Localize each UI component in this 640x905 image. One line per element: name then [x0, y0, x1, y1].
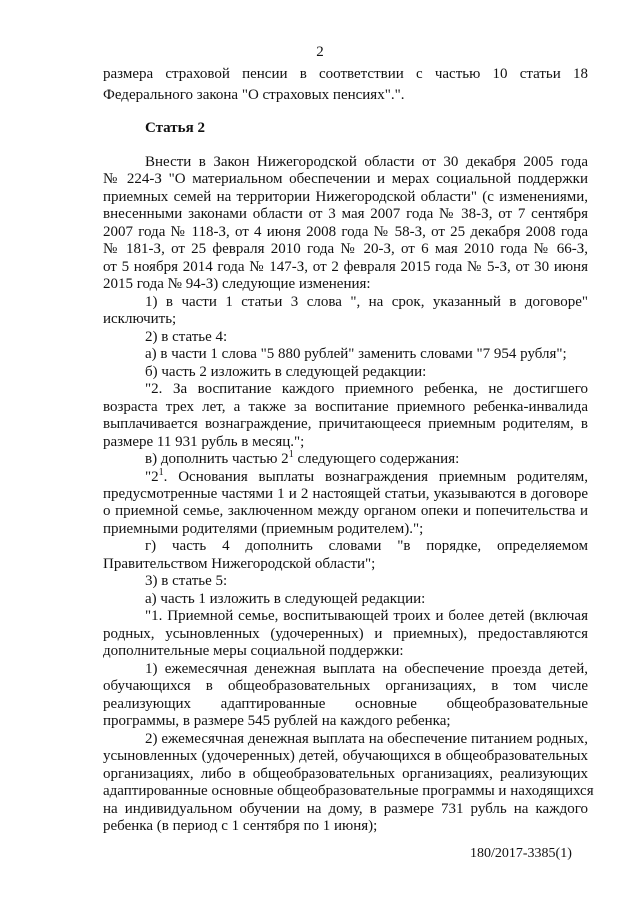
- text-line: а) в части 1 слова "5 880 рублей" заменить словами "7 954 рубля";: [145, 346, 567, 362]
- text-line: родных, усыновленных (удочеренных) и приемных), предоставляются: [103, 626, 588, 642]
- text-line: 2) в статье 4:: [145, 329, 228, 345]
- text-line: Федерального закона "О страховых пенсиях".".: [103, 87, 405, 103]
- text-line: Внести в Закон Нижегородской области от 30 декабря 2005 года: [145, 154, 588, 170]
- text-line: 2) ежемесячная денежная выплата на обеспечение питанием родных,: [145, 731, 588, 747]
- text-line: от 5 ноября 2014 года № 147-З, от 2 февраля 2015 года № 5-З, от 30 июня: [103, 259, 588, 275]
- text-segment: следующего содержания:: [293, 451, 460, 467]
- text-line: приемными родителями (приемным родителем).";: [103, 521, 424, 537]
- text-segment: "2: [145, 469, 159, 485]
- article-heading: Статья 2: [145, 120, 205, 136]
- text-line: реализующих адаптированные основные общеобразовательные: [103, 696, 588, 712]
- text-line: внесенными законами области от 3 мая 2007 года № 38-З, от 7 сентября: [103, 206, 588, 222]
- text-line: 2015 года № 94-З) следующие изменения:: [103, 276, 371, 292]
- document-footer-code: 180/2017-3385(1): [470, 846, 572, 861]
- text-segment: в) дополнить частью 2: [145, 451, 289, 467]
- text-line: б) часть 2 изложить в следующей редакции:: [145, 364, 427, 380]
- text-line: 1) ежемесячная денежная выплата на обеспечение проезда детей,: [145, 661, 588, 677]
- text-line: предусмотренные частями 1 и 2 настоящей статьи, указываются в договоре: [103, 486, 588, 502]
- text-line: выплачивается вознаграждение, причитающееся приемным родителям, в: [103, 416, 588, 432]
- text-line: № 181-З, от 25 февраля 2010 года № 20-З, от 6 мая 2010 года № 66-З,: [103, 241, 588, 257]
- text-line: [145, 469, 588, 486]
- text-segment: . Основания выплаты вознаграждения приемным родителям,: [163, 469, 588, 485]
- superscript: 1: [158, 467, 164, 478]
- text-line: программы, в размере 545 рублей на каждого ребенка;: [103, 713, 451, 729]
- text-line: исключить;: [103, 311, 177, 327]
- text-line: приемных семей на территории Нижегородской области" (с изменениями,: [103, 189, 588, 205]
- text-line: "2. За воспитание каждого приемного ребенка, не достигшего: [145, 381, 588, 397]
- text-line: размере 11 931 рубль в месяц.";: [103, 434, 305, 450]
- text-line: 2007 года № 118-З, от 4 июня 2008 года № 58-З, от 25 декабря 2008 года: [103, 224, 588, 240]
- text-line: организациях, либо в общеобразовательных организациях, реализующих: [103, 766, 588, 782]
- text-line: на индивидуальном обучении на дому, в размере 731 рубль на каждого: [103, 801, 588, 817]
- text-line: усыновленных (удочеренных) детей, обучающихся в общеобразовательных: [103, 748, 588, 764]
- text-line: 1) в части 1 статьи 3 слова ", на срок, указанный в договоре": [145, 294, 588, 310]
- superscript: 1: [288, 449, 294, 460]
- text-line: дополнительные меры социальной поддержки:: [103, 643, 404, 659]
- text-line: "1. Приемной семье, воспитывающей троих и более детей (включая: [145, 608, 588, 624]
- text-line: ребенка (в период с 1 сентября по 1 июня);: [103, 818, 378, 834]
- text-line: 3) в статье 5:: [145, 573, 228, 589]
- text-line: размера страховой пенсии в соответствии с частью 10 статьи 18: [103, 66, 588, 82]
- text-line: а) часть 1 изложить в следующей редакции:: [145, 591, 426, 607]
- text-line: Правительством Нижегородской области";: [103, 556, 376, 572]
- text-line: адаптированные основные общеобразовательные программы и находящихся: [103, 783, 594, 799]
- text-line: [145, 451, 459, 468]
- text-line: г) часть 4 дополнить словами "в порядке, определяемом: [145, 538, 588, 554]
- text-line: о приемной семье, заключенном между органом опеки и попечительства и: [103, 503, 588, 519]
- text-line: № 224-З "О материальном обеспечении и мерах социальной поддержки: [103, 171, 588, 187]
- text-line: возраста трех лет, а также за воспитание приемного ребенка-инвалида: [103, 399, 588, 415]
- page-number: 2: [316, 44, 324, 60]
- text-line: обучающихся в общеобразовательных организациях, в том числе: [103, 678, 588, 694]
